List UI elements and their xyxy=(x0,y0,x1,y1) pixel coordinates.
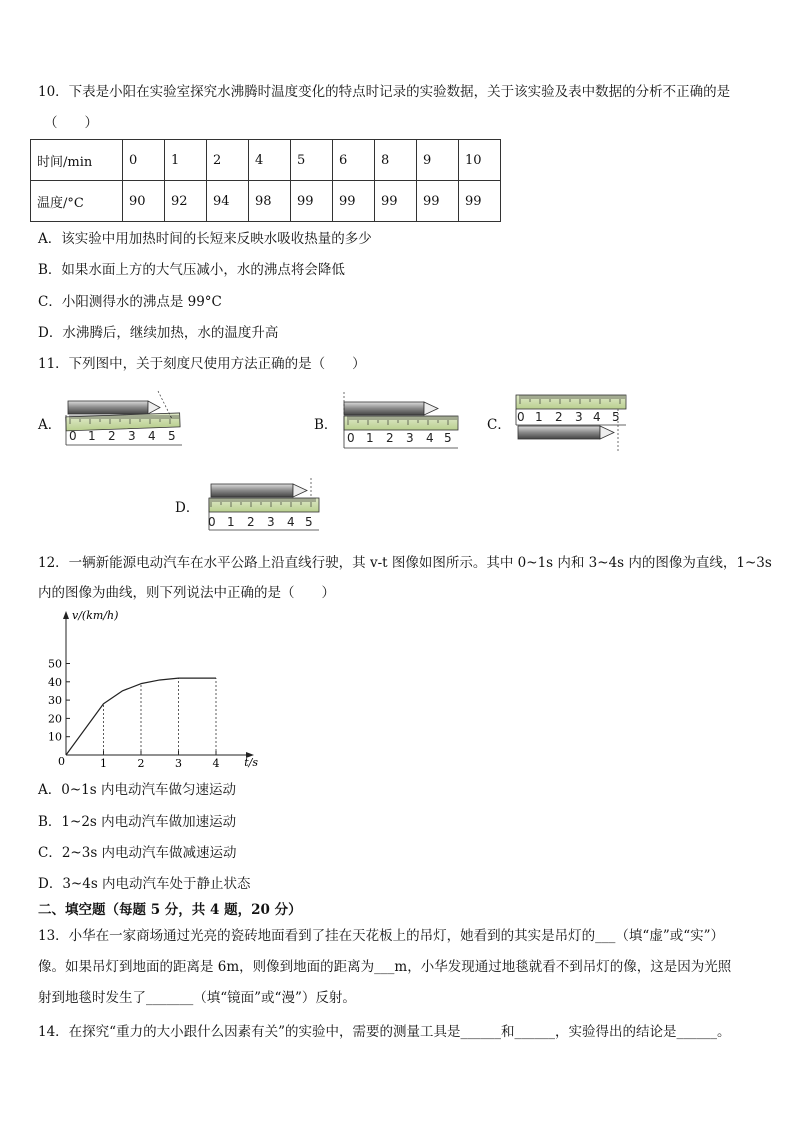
table-cell: 10 xyxy=(459,140,501,181)
table-cell: 温度/°C xyxy=(31,181,123,222)
q11-label-d: D． xyxy=(175,500,200,516)
table-cell: 99 xyxy=(333,181,375,222)
x-axis-label: t/s xyxy=(244,756,258,769)
table-cell: 99 xyxy=(375,181,417,222)
ruler-icon xyxy=(66,413,180,431)
table-cell: 1 xyxy=(165,140,207,181)
q12-option-a: A．0~1s 内电动汽车做匀速运动 xyxy=(38,782,236,798)
ruler-number: 0 xyxy=(517,410,525,424)
q12-stem-line2: 内的图像为曲线，则下列说法中正确的是（ ） xyxy=(38,585,335,601)
table-cell: 90 xyxy=(123,181,165,222)
ruler-number: 4 xyxy=(287,515,295,529)
ruler-number: 2 xyxy=(555,410,563,424)
ruler-numbers-d xyxy=(208,515,313,529)
q11-label-c: C． xyxy=(487,417,511,433)
ruler-number: 0 xyxy=(208,515,216,529)
ruler-icon xyxy=(209,498,319,512)
ruler-figure-b xyxy=(340,390,465,452)
ruler-number: 3 xyxy=(128,429,136,443)
ruler-number: 4 xyxy=(593,410,601,424)
pencil-icon xyxy=(518,426,614,439)
ruler-number: 4 xyxy=(426,431,434,445)
ruler-number: 3 xyxy=(406,431,414,445)
q10-option-d: D．水沸腾后，继续加热，水的温度升高 xyxy=(38,325,279,341)
y-tick-label: 50 xyxy=(48,657,62,671)
ruler-number: 0 xyxy=(69,429,77,443)
ruler-number: 1 xyxy=(227,515,235,529)
table-cell: 99 xyxy=(291,181,333,222)
q12-option-c: C．2~3s 内电动汽车做减速运动 xyxy=(38,845,237,861)
q10-option-a: A．该实验中用加热时间的长短来反映水吸收热量的多少 xyxy=(38,231,372,247)
ruler-icon xyxy=(516,395,626,409)
section-title: 二、填空题（每题 5 分，共 4 题，20 分） xyxy=(38,902,302,918)
pencil-icon xyxy=(68,401,160,414)
ruler-number: 1 xyxy=(535,410,543,424)
pencil-icon xyxy=(211,484,307,497)
y-axis-label: v/(km/h) xyxy=(72,609,119,622)
ruler-number: 3 xyxy=(575,410,583,424)
y-tick-label: 40 xyxy=(48,675,62,689)
y-axis-arrow xyxy=(63,611,69,619)
q12-option-d: D．3~4s 内电动汽车处于静止状态 xyxy=(38,876,251,892)
table-cell: 9 xyxy=(417,140,459,181)
table-row xyxy=(31,140,501,181)
ruler-number: 1 xyxy=(88,429,96,443)
ruler-number: 5 xyxy=(305,515,313,529)
origin-label: 0 xyxy=(58,755,65,768)
ruler-number: 5 xyxy=(612,410,620,424)
ruler-number: 5 xyxy=(444,431,452,445)
y-tick-label: 20 xyxy=(48,712,62,726)
table-cell: 时间/min xyxy=(31,140,123,181)
q10-option-c: C．小阳测得水的沸点是 99°C xyxy=(38,294,222,310)
table-row xyxy=(31,181,501,222)
ruler-figure-a xyxy=(60,385,190,449)
table-cell: 0 xyxy=(123,140,165,181)
q10-option-b: B．如果水面上方的大气压减小，水的沸点将会降低 xyxy=(38,262,345,278)
ruler-number: 3 xyxy=(267,515,275,529)
q13-line3: 射到地毯时发生了_______（填“镜面”或“漫”）反射。 xyxy=(38,990,356,1006)
q10-answer-paren: （ ） xyxy=(44,115,98,131)
ruler-figure-c xyxy=(512,393,632,455)
ruler-numbers-b xyxy=(347,431,452,445)
x-tick-label: 2 xyxy=(137,757,145,770)
ruler-numbers-a xyxy=(69,429,176,443)
x-tick-label: 4 xyxy=(212,757,220,770)
vt-chart xyxy=(30,605,260,770)
ruler-number: 0 xyxy=(347,431,355,445)
ruler-number: 5 xyxy=(168,429,176,443)
q11-label-b: B． xyxy=(314,417,338,433)
y-tick-label: 10 xyxy=(48,730,62,744)
ruler-numbers-c xyxy=(517,410,620,424)
q11-stem: 11．下列图中，关于刻度尺使用方法正确的是（ ） xyxy=(38,356,366,372)
y-tick-label: 30 xyxy=(48,694,62,708)
table-cell: 5 xyxy=(291,140,333,181)
q12-stem-line1: 12．一辆新能源电动汽车在水平公路上沿直线行驶，其 v-t 图像如图所示。其中 0~1s 内和 3~4s 内的图像为直线，1~3s xyxy=(38,555,772,571)
table-cell: 8 xyxy=(375,140,417,181)
table-cell: 94 xyxy=(207,181,249,222)
q13-line2: 像。如果吊灯到地面的距离是 6m，则像到地面的距离为___m，小华发现通过地毯就看不到吊灯的像，这是因为光照 xyxy=(38,959,732,975)
ruler-figure-d xyxy=(205,478,325,534)
table-cell: 99 xyxy=(417,181,459,222)
table-cell: 4 xyxy=(249,140,291,181)
q11-label-a: A． xyxy=(38,417,62,433)
x-tick-label: 3 xyxy=(175,757,182,770)
table-cell: 92 xyxy=(165,181,207,222)
pencil-icon xyxy=(344,402,438,415)
ruler-number: 4 xyxy=(148,429,156,443)
table-cell: 6 xyxy=(333,140,375,181)
table-cell: 99 xyxy=(459,181,501,222)
ruler-number: 1 xyxy=(366,431,374,445)
q13-line1: 13．小华在一家商场通过光亮的瓷砖地面看到了挂在天花板上的吊灯，她看到的其实是吊灯的___（填“虚”或“实”） xyxy=(38,928,725,944)
q14-line1: 14．在探究“重力的大小跟什么因素有关”的实验中，需要的测量工具是______和______，实验得出的结论是______。 xyxy=(38,1024,731,1040)
x-tick-label: 1 xyxy=(100,757,107,770)
q10-data-table xyxy=(30,139,501,222)
ruler-icon xyxy=(344,416,458,430)
ruler-number: 2 xyxy=(386,431,394,445)
q10-stem: 10．下表是小阳在实验室探究水沸腾时温度变化的特点时记录的实验数据，关于该实验及表中数据的分析不正确的是 xyxy=(38,84,731,100)
ruler-number: 2 xyxy=(108,429,116,443)
table-cell: 98 xyxy=(249,181,291,222)
q12-option-b: B．1~2s 内电动汽车做加速运动 xyxy=(38,814,237,830)
table-cell: 2 xyxy=(207,140,249,181)
ruler-number: 2 xyxy=(247,515,255,529)
